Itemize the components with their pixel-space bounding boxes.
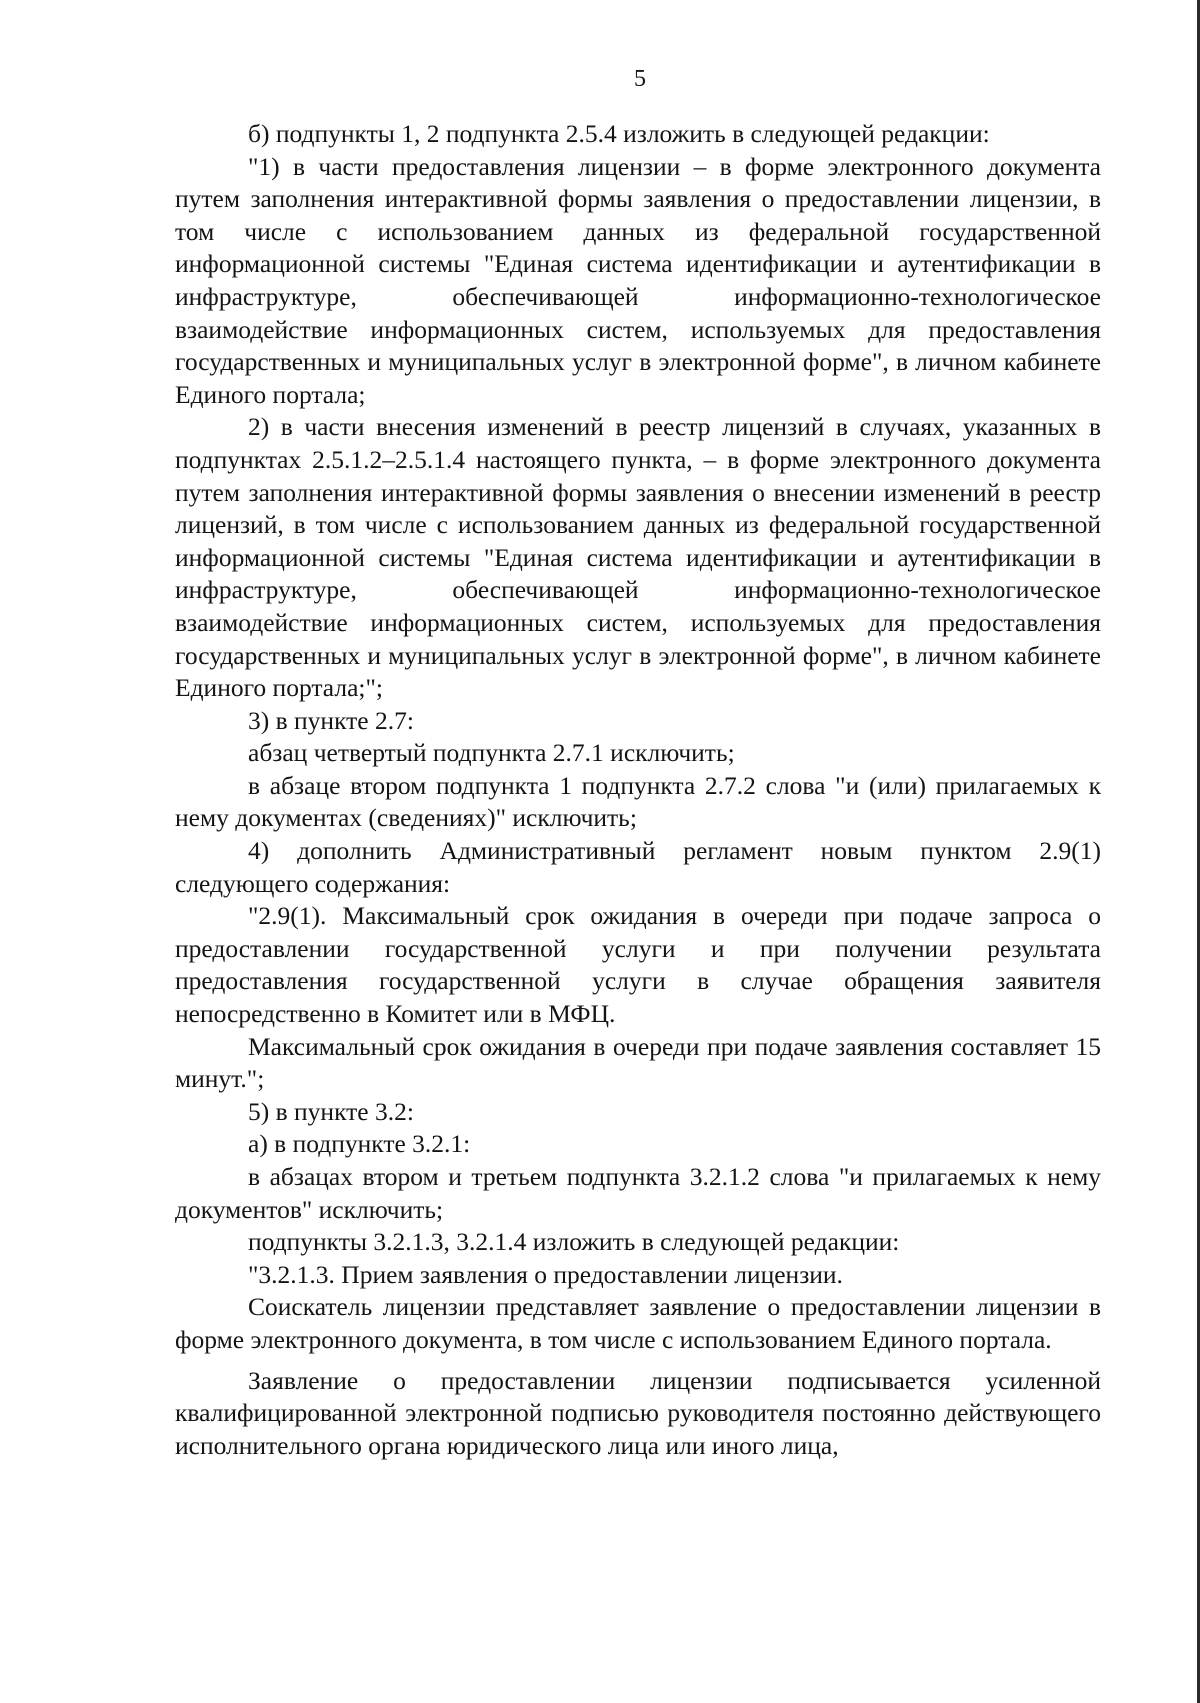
page-number: 5 xyxy=(634,66,646,92)
paragraph-3-2-1-3-heading: "3.2.1.3. Прием заявления о предоставлении лицензии. xyxy=(248,1259,843,1289)
paragraph-item-4: 4) дополнить Административный регламент новым пунктом 2.9(1) следующего содержания: xyxy=(175,836,1101,898)
paragraph-subitem-1: "1) в части предоставления лицензии – в форме электронного документа путем заполнения интерактивной формы заявления о предоставлении лицензии, в том числе с использованием данных из федеральной государственной информационной системы "Единая система идентификации и аутентификации в инфраструктуре, обеспечивающей информационно-технологическое взаимодействие информационных систем, используемых для предоставления государственных и муниципальных услуг в электронной форме", в личном кабинете Единого портала; xyxy=(175,151,1101,409)
paragraph-item-3: 3) в пункте 2.7: xyxy=(248,705,414,735)
paragraph-item-a: а) в подпункте 3.2.1: xyxy=(248,1129,471,1159)
paragraph-item-5: 5) в пункте 3.2: xyxy=(248,1096,414,1126)
paragraph-2-7-2: в абзаце втором подпункта 1 подпункта 2.7.2 слова "и (или) прилагаемых к нему документах (сведениях)" исключить; xyxy=(175,770,1101,833)
paragraph-signature: Заявление о предоставлении лицензии подписывается усиленной квалифицированной электронной подписью руководителя постоянно действующего исполнительного органа юридического лица или иного лица, xyxy=(175,1365,1101,1460)
paragraph-2-9-1: "2.9(1). Максимальный срок ожидания в очереди при подаче запроса о предоставлении государственной услуги и при получении результата предоставления государственной услуги в случае обращения заявителя непосредственно в Комитет или в МФЦ. xyxy=(175,901,1101,1029)
document-body xyxy=(175,118,1101,1462)
paragraph-3-2-1-3-intro: подпункты 3.2.1.3, 3.2.1.4 изложить в следующей редакции: xyxy=(248,1227,900,1257)
paragraph-subitem-2: 2) в части внесения изменений в реестр лицензий в случаях, указанных в подпунктах 2.5.1.2–2.5.1.4 настоящего пункта, – в форме электронного документа путем заполнения интерактивной формы заявления о внесении изменений в реестр лицензий, в том числе с использованием данных из федеральной государственной информационной системы "Единая система идентификации и аутентификации в инфраструктуре, обеспечивающей информационно-технологическое взаимодействие информационных систем, используемых для предоставления государственных и муниципальных услуг в электронной форме", в личном кабинете Единого портала;"; xyxy=(175,412,1101,703)
paragraph-applicant: Соискатель лицензии представляет заявление о предоставлении лицензии в форме электронного документа, в том числе с использованием Единого портала. xyxy=(175,1292,1101,1354)
paragraph-3-2-1-2: в абзацах втором и третьем подпункта 3.2.1.2 слова "и прилагаемых к нему документов" исключить; xyxy=(175,1162,1101,1224)
paragraph-queue-time: Максимальный срок ожидания в очереди при подаче заявления составляет 15 минут."; xyxy=(175,1031,1101,1094)
paragraph-2-7-1: абзац четвертый подпункта 2.7.1 исключить; xyxy=(248,738,735,768)
paragraph-item-b: б) подпункты 1, 2 подпункта 2.5.4 изложить в следующей редакции: xyxy=(248,119,990,148)
